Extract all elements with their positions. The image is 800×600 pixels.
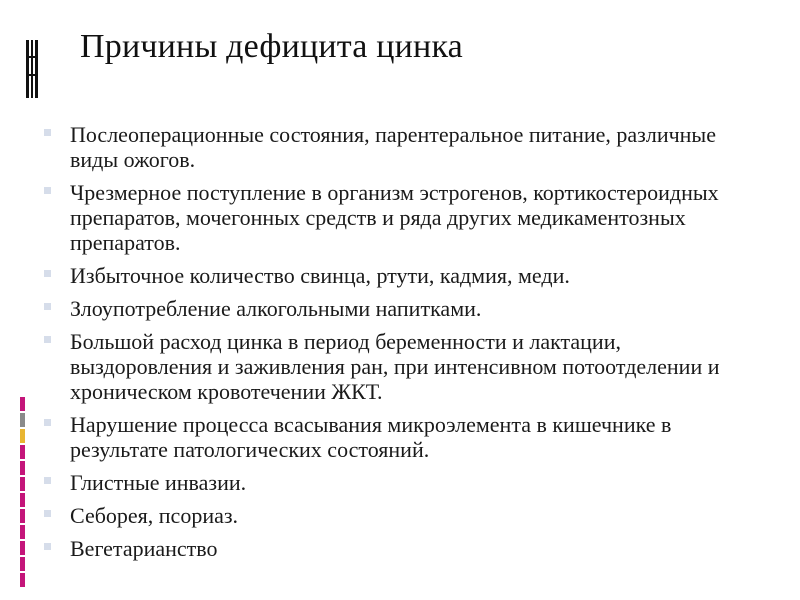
stripe-segment: [20, 413, 25, 427]
stripe-segment: [20, 477, 25, 491]
stripe-segment: [20, 397, 25, 411]
list-item: [44, 263, 764, 288]
list-item: [44, 536, 764, 561]
list-item-text: Себорея, псориаз.: [70, 503, 239, 528]
top-left-decoration: [26, 40, 38, 98]
bullet-list: [44, 122, 764, 569]
list-item-text: Нарушение процесса всасывания микроэлемента в кишечнике в результате патологических состояний.: [70, 412, 672, 462]
stripe-segment: [20, 429, 25, 443]
list-item-text: Большой расход цинка в период беременности и лактации, выздоровления и заживления ран, при интенсивном потоотделении и хроническом кровотечении ЖКТ.: [70, 329, 720, 404]
list-item: [44, 412, 764, 462]
left-color-stripe: [20, 397, 28, 589]
bullet-icon: [44, 187, 51, 194]
bullet-icon: [44, 336, 51, 343]
stripe-segment: [20, 525, 25, 539]
list-item: [44, 470, 764, 495]
bullet-icon: [44, 129, 51, 136]
list-item-text: Злоупотребление алкогольными напитками.: [70, 296, 482, 321]
stripe-segment: [20, 541, 25, 555]
bullet-icon: [44, 543, 51, 550]
stripe-segment: [20, 557, 25, 571]
bullet-icon: [44, 419, 51, 426]
list-item-text: Послеоперационные состояния, парентеральное питание, различные виды ожогов.: [70, 122, 716, 172]
list-item-text: Вегетарианство: [70, 536, 218, 561]
list-item: [44, 503, 764, 528]
list-item: [44, 329, 764, 404]
list-item-text: Избыточное количество свинца, ртути, кадмия, меди.: [70, 263, 570, 288]
stripe-segment: [20, 573, 25, 587]
list-item-text: Чрезмерное поступление в организм эстрогенов, кортикостероидных препаратов, мочегонных средств и ряда других медикаментозных препаратов.: [70, 180, 719, 255]
bullet-icon: [44, 303, 51, 310]
stripe-segment: [20, 461, 25, 475]
list-item: [44, 122, 764, 172]
stripe-segment: [20, 493, 25, 507]
list-item: [44, 180, 764, 255]
list-item-text: Глистные инвазии.: [70, 470, 247, 495]
bullet-icon: [44, 270, 51, 277]
stripe-segment: [20, 445, 25, 459]
slide-title: Причины дефицита цинка: [80, 28, 463, 65]
stripe-segment: [20, 509, 25, 523]
bullet-icon: [44, 477, 51, 484]
list-item: [44, 296, 764, 321]
bullet-icon: [44, 510, 51, 517]
